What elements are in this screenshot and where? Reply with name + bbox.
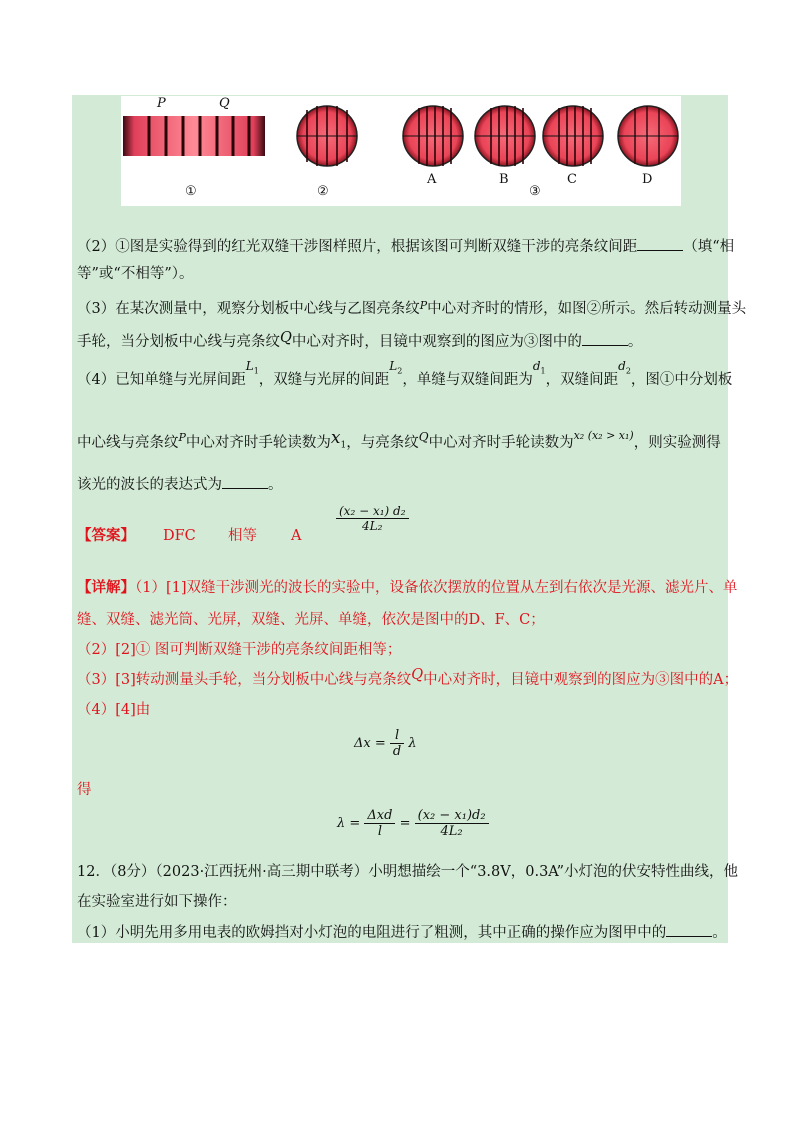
- q3-line1: [77, 296, 746, 319]
- eyepiece-option-b: [475, 106, 535, 166]
- q4-text-j: ，则实验测得: [633, 435, 721, 451]
- eq2-frac-2: $\frac{\text{(x₂ − x₁)d₂}}{\text{4L₂}}$: [415, 808, 489, 839]
- eyepiece-option-d: [618, 106, 678, 166]
- detail-text-1: （1）[1]双缝干涉测光的波长的实验中，设备依次摆放的位置从左到右依次是光源、滤光片、单: [135, 580, 738, 596]
- q4-text-c: ，单缝与双缝间距为: [402, 372, 533, 388]
- q12-blank: [666, 922, 712, 937]
- q2-line1: [77, 236, 734, 257]
- q4-line1: [77, 359, 733, 395]
- q3-text-e: 。: [627, 334, 643, 350]
- q4-q: Q: [418, 430, 429, 444]
- detail-line3: （2）[2]① 图可判断双缝干涉的亮条纹间距相等；: [77, 642, 402, 658]
- q3-p: P: [419, 299, 428, 312]
- q12-line3: [77, 922, 727, 943]
- q3-q: Q: [280, 330, 292, 346]
- q4-text-b: ，双缝与光屏的间距: [258, 372, 390, 388]
- q2-suffix: （填“相: [683, 239, 735, 255]
- detail-text-4a: （3）[3]转动测量头手轮，当分划板中心线与亮条纹: [77, 672, 412, 688]
- q4-text-i: 中心对齐时手轮读数为: [428, 435, 574, 451]
- answer-formula-den: 4L₂: [362, 519, 383, 533]
- q3-blank: [582, 331, 628, 346]
- q4-text-g: 中心对齐时手轮读数为: [185, 435, 331, 451]
- answer-tag: 【答案】: [77, 527, 135, 544]
- fringe-photo-1: [123, 116, 265, 156]
- q12-line1: 12．（8分）（2023·江西抚州·高三期中联考）小明想描绘一个“3.8V，0.3A”小灯泡的伏安特性曲线，他: [77, 864, 739, 880]
- eq1-frac: $\frac{l}{d}$: [390, 728, 404, 759]
- q4-L2: L2: [389, 359, 403, 376]
- q4-text-a: （4）已知单缝与光屏间距: [77, 372, 246, 388]
- answer-line: [77, 526, 135, 546]
- detail-text-4b: 中心对齐时，目镜中观察到的图应为③图中的A；: [423, 672, 739, 688]
- q2-line2: 等”或“不相等”）。: [77, 266, 194, 282]
- figure-svg: [121, 96, 681, 206]
- eyepiece-option-a: [403, 106, 463, 166]
- answer-3: A: [291, 528, 302, 544]
- label-p: P: [157, 96, 166, 111]
- detail-de: 得: [77, 782, 92, 798]
- q2-text: （2）①图是实验得到的红光双缝干涉图样照片，根据该图可判断双缝干涉的亮条纹间距: [77, 239, 638, 255]
- eq1-lhs: Δx =: [354, 736, 386, 751]
- answer-2: 相等: [228, 528, 257, 544]
- q4-line3: [77, 474, 283, 495]
- label-1: ①: [185, 184, 197, 199]
- detail-q: Q: [411, 667, 424, 683]
- detail-line2: 缝、双缝、滤光筒、光屏，双缝、光屏、单缝，依次是图中的D、F、C；: [77, 612, 545, 628]
- eyepiece-view-2: [297, 106, 357, 166]
- q4-L1: L1: [245, 359, 259, 376]
- q4-blank: [222, 474, 268, 489]
- q4-x1: $x_1$: [330, 428, 347, 451]
- q4-text-l: 。: [268, 477, 283, 493]
- q3-text-b: 中心对齐时的情形，如图②所示。然后转动测量头: [427, 301, 747, 317]
- eq2-lhs: λ =: [337, 816, 361, 831]
- detail-tag: 【详解】: [77, 579, 135, 596]
- label-c: C: [567, 172, 577, 187]
- q2-blank: [637, 236, 683, 251]
- q3-text-a: （3）在某次测量中，观察分划板中心线与乙图亮条纹: [77, 301, 420, 317]
- equation-2: [337, 808, 489, 839]
- answer-formula: [336, 504, 409, 533]
- interference-figure: [121, 96, 681, 206]
- q4-x2: x₂ (x₂ > x₁): [573, 429, 634, 442]
- q3-text-d: 中心对齐时，目镜中观察到的图应为③图中的: [291, 334, 582, 350]
- eyepiece-option-c: [543, 106, 603, 166]
- q3-text-c: 手轮，当分划板中心线与亮条纹: [77, 334, 280, 350]
- q4-text-k: 该光的波长的表达式为: [77, 477, 222, 493]
- q4-text-f: 中心线与亮条纹: [77, 435, 179, 451]
- answer-1: DFC: [163, 528, 196, 544]
- label-a: A: [427, 172, 437, 187]
- eq2-equals: =: [399, 816, 411, 831]
- label-d: D: [642, 172, 653, 187]
- q4-line2: [77, 428, 721, 459]
- q4-d1: d1: [532, 359, 546, 376]
- detail-line4: [77, 667, 739, 690]
- label-2: ②: [317, 184, 329, 199]
- equation-1: [354, 728, 417, 759]
- detail-line1: [77, 578, 738, 598]
- q4-text-d: ，双缝间距: [545, 372, 619, 388]
- detail-line5: （4）[4]由: [77, 702, 151, 718]
- label-3: ③: [529, 184, 541, 199]
- label-b: B: [499, 172, 509, 187]
- q12-line2: 在实验室进行如下操作：: [77, 894, 237, 910]
- q3-line2: [77, 328, 642, 352]
- label-q: Q: [219, 96, 230, 111]
- q4-text-e: ，图①中分划板: [630, 372, 733, 388]
- eq2-frac-1: $\frac{\text{Δxd}}{l}$: [364, 808, 395, 839]
- q4-text-h: ，与亮条纹: [346, 435, 419, 451]
- q12-text-b: 。: [712, 925, 727, 941]
- q4-d2: d2: [618, 359, 631, 376]
- q12-text-a: （1）小明先用多用电表的欧姆挡对小灯泡的电阻进行了粗测，其中正确的操作应为图甲中的: [77, 925, 667, 941]
- q4-p: P: [178, 431, 186, 444]
- eq1-tail: λ: [408, 736, 417, 751]
- answer-formula-num: (x₂ − x₁) d₂: [336, 504, 409, 519]
